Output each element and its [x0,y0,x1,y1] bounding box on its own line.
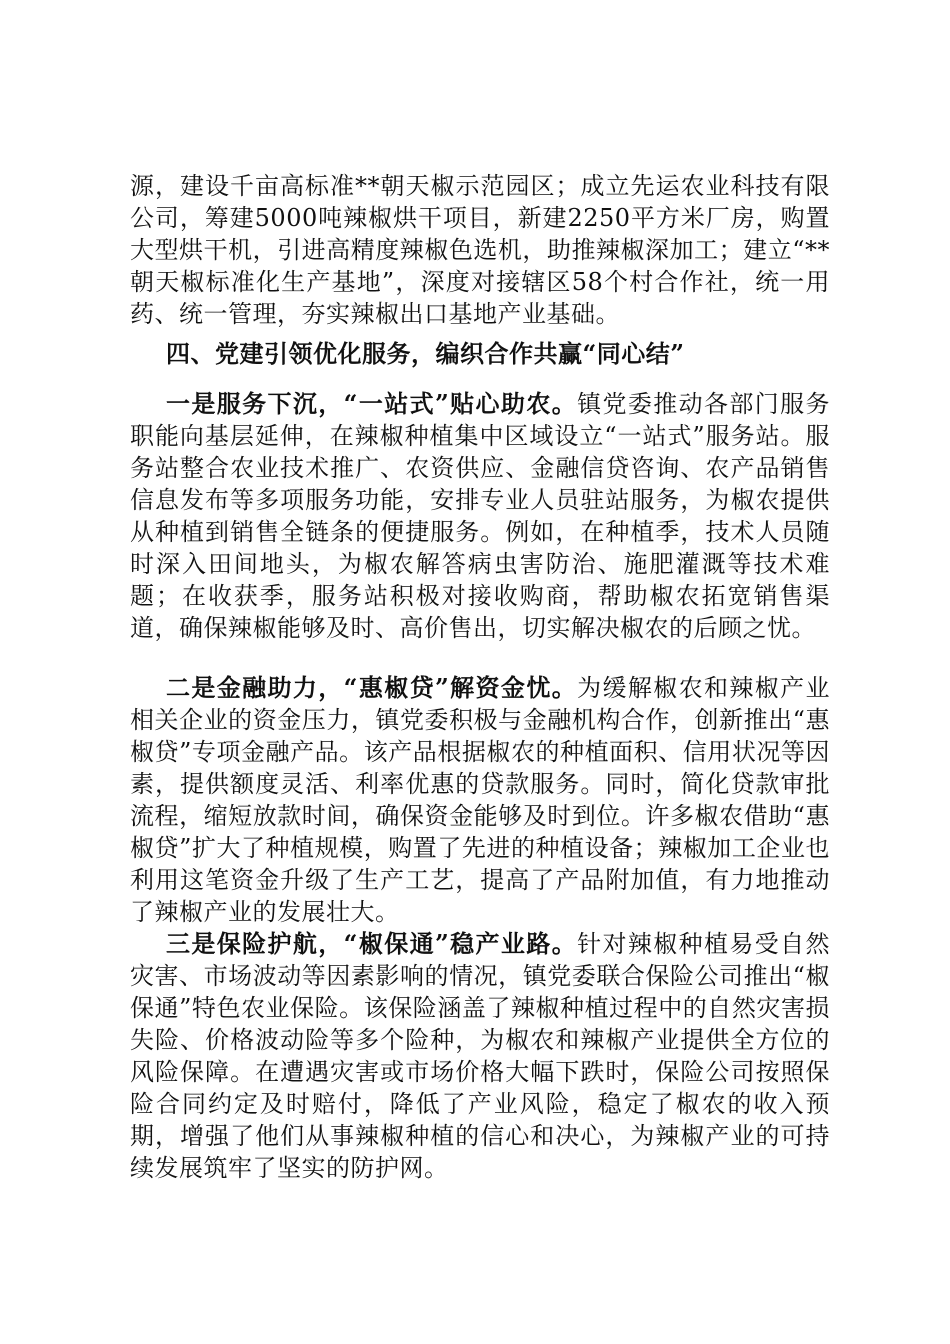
paragraph-body: 为缓解椒农和辣椒产业相关企业的资金压力，镇党委积极与金融机构合作，创新推出“惠椒贷”专项金融产品。该产品根据椒农的种植面积、信用状况等因素，提供额度灵活、利率优惠的贷款服务。同时，简化贷款审批流程，缩短放款时间，确保资金能够及时到位。许多椒农借助“惠椒贷”扩大了种植规模，购置了先进的种植设备；辣椒加工企业也利用这笔资金升级了生产工艺，提高了产品附加值，有力地推动了辣椒产业的发展壮大。 [130,674,831,926]
paragraph-lead: 三是保险护航，“椒保通”稳产业路。 [166,929,578,958]
section-heading: 四、党建引领优化服务，编织合作共赢“同心结” [166,339,685,368]
continued-paragraph: 源，建设千亩高标准**朝天椒示范园区；成立先运农业科技有限公司，筹建5000吨辣椒烘干项目，新建2250平方米厂房，购置大型烘干机，引进高精度辣椒色选机，助推辣椒深加工；建立“**朝天椒标准化生产基地”，深度对接辖区58个村合作社，统一用药、统一管理，夯实辣椒出口基地产业基础。 [130,172,830,328]
paragraph-body: 镇党委推动各部门服务职能向基层延伸，在辣椒种植集中区域设立“一站式”服务站。服务站整合农业技术推广、农资供应、金融信贷咨询、农产品销售信息发布等多项服务功能，安排专业人员驻站服务，为椒农提供从种植到销售全链条的便捷服务。例如，在种植季，技术人员随时深入田间地头，为椒农解答病虫害防治、施肥灌溉等技术难题；在收获季，服务站积极对接收购商，帮助椒农拓宽销售渠道，确保辣椒能够及时、高价售出，切实解决椒农的后顾之忧。 [130,390,831,642]
paragraph-service [130,388,830,644]
paragraph-body: 针对辣椒种植易受自然灾害、市场波动等因素影响的情况，镇党委联合保险公司推出“椒保通”特色农业保险。该保险涵盖了辣椒种植过程中的自然灾害损失险、价格波动险等多个险种，为椒农和辣椒产业提供全方位的风险保障。在遭遇灾害或市场价格大幅下跌时，保险公司按照保险合同约定及时赔付，降低了产业风险，稳定了椒农的收入预期，增强了他们从事辣椒种植的信心和决心，为辣椒产业的可持续发展筑牢了坚实的防护网。 [130,930,831,1182]
paragraph-lead: 二是金融助力，“惠椒贷”解资金忧。 [166,673,578,702]
paragraph-lead: 一是服务下沉，“一站式”贴心助农。 [166,389,578,418]
paragraph-finance [130,672,830,928]
paragraph-insurance [130,928,830,1184]
